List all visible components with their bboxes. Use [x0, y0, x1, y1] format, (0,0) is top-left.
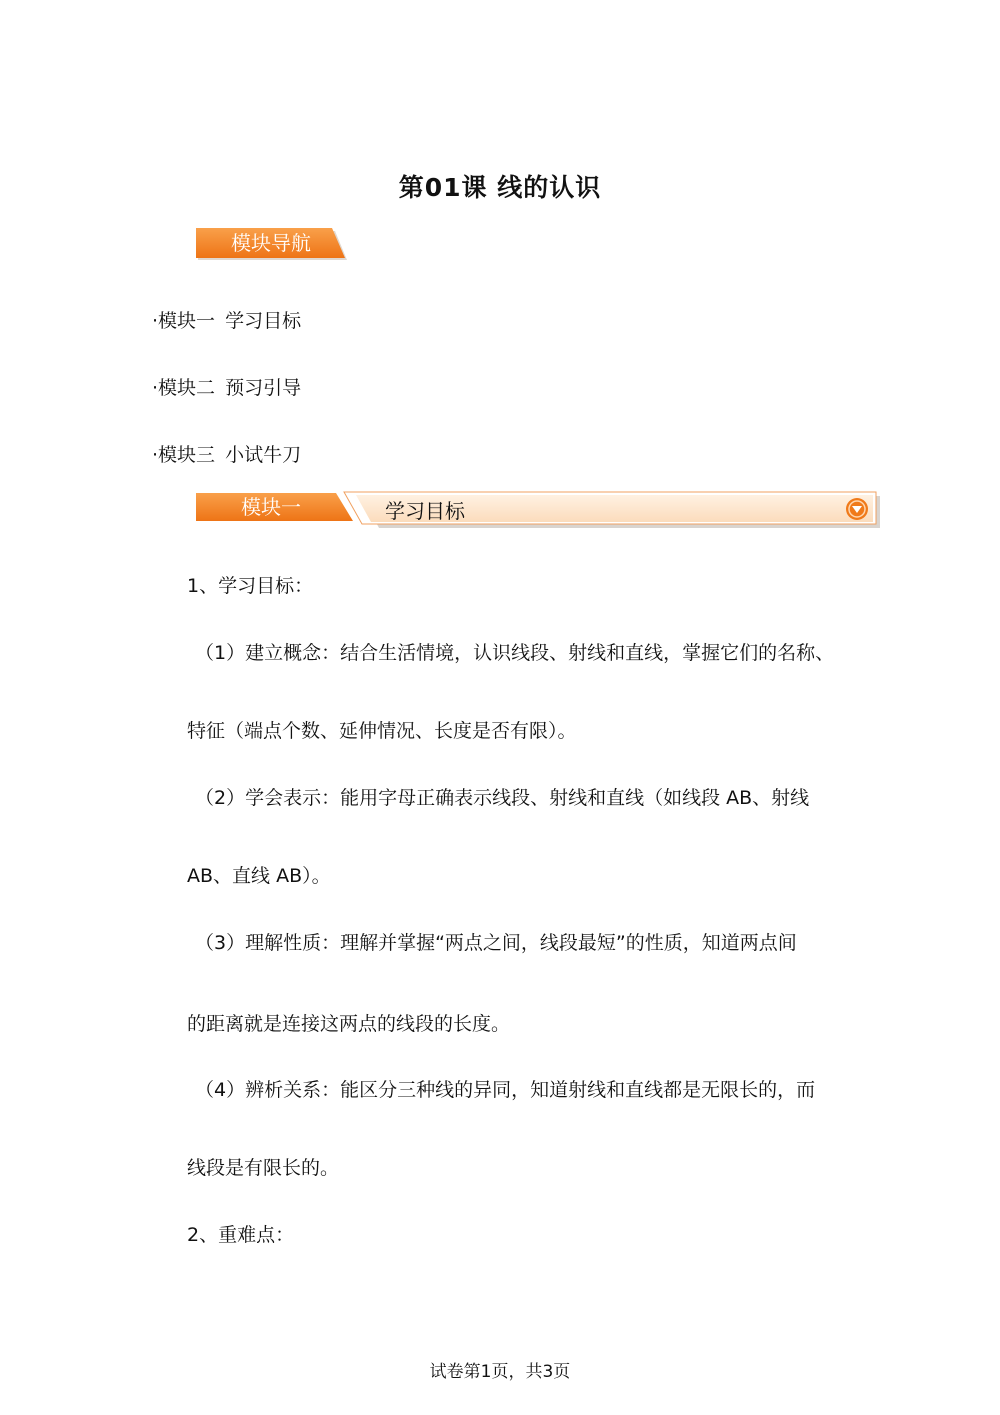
- toc-item-module-1[interactable]: [152, 306, 301, 333]
- chevron-down-circle-icon[interactable]: [845, 497, 869, 521]
- toc-module: 模块三: [158, 444, 216, 466]
- toc-item-module-2[interactable]: [152, 373, 301, 400]
- objective-3-line-2: 的距离就是连接这两点的线段的长度。: [187, 1013, 511, 1035]
- key-points-heading: 2、重难点：: [187, 1224, 295, 1246]
- toc-bullet: ·: [152, 310, 159, 332]
- objective-3-line-1: （3）理解性质：理解并掌握“两点之间，线段最短”的性质，知道两点间: [195, 932, 797, 954]
- module-nav-banner: [196, 228, 348, 261]
- objective-2-line-1: （2）学会表示：能用字母正确表示线段、射线和直线（如线段 AB、射线: [195, 787, 810, 809]
- toc-module: 模块二: [158, 377, 216, 399]
- objective-1-line-1: （1）建立概念：结合生活情境，认识线段、射线和直线，掌握它们的名称、: [195, 642, 835, 664]
- objective-4-line-2: 线段是有限长的。: [187, 1157, 340, 1179]
- toc-name: 小试牛刀: [225, 444, 302, 466]
- toc-bullet: ·: [152, 377, 159, 399]
- nav-banner-label: 模块导航: [231, 231, 311, 255]
- toc-bullet: ·: [152, 444, 159, 466]
- toc-name: 预习引导: [225, 377, 302, 399]
- objective-2-line-2: AB、直线 AB）。: [187, 865, 331, 887]
- module-tag: 模块一: [241, 495, 301, 519]
- module-title: 学习目标: [385, 499, 465, 523]
- page-title: 第01课 线的认识: [398, 173, 602, 202]
- module-1-header: [196, 490, 880, 530]
- objectives-heading: 1、学习目标：: [187, 575, 314, 597]
- objective-4-line-1: （4）辨析关系：能区分三种线的异同，知道射线和直线都是无限长的，而: [195, 1079, 816, 1101]
- objective-1-line-2: 特征（端点个数、延伸情况、长度是否有限）。: [187, 720, 577, 742]
- toc-module: 模块一: [158, 310, 216, 332]
- toc-name: 学习目标: [225, 310, 302, 332]
- toc-item-module-3[interactable]: [152, 440, 301, 467]
- page-footer: 试卷第1页，共3页: [429, 1362, 571, 1382]
